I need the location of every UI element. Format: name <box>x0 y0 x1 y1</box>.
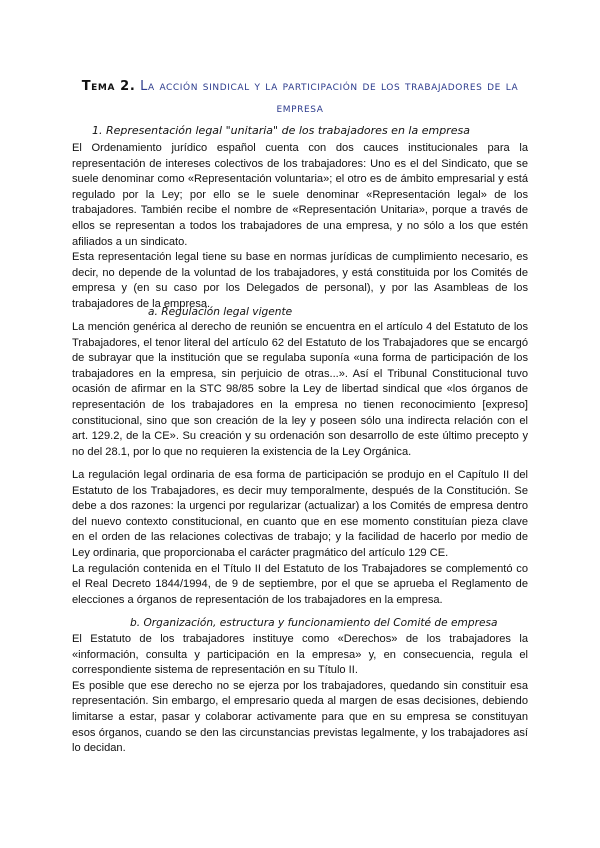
subsection-heading: b. Organización, estructura y funcionamiento del Comité de empresa <box>130 617 498 629</box>
paragraph: Es posible que ese derecho no se ejerza por los trabajadores, quedando sin constituir esa representación. Sin embargo, el empresario queda al margen de esas decisiones, debiendo limitarse a estar, pasar y colaborar activamente para que en su empresa se constituyan esos órganos, cuando se den las circunstancias previstas legalmente, y los trabajadores así lo decidan. <box>72 679 528 755</box>
subsection-b-body <box>72 632 528 757</box>
paragraph: La regulación contenida en el Título II del Estatuto de los Trabajadores se complementó co el Real Decreto 1844/1994, de 9 de septiembre, por el que se aprueba el Reglamento de elecciones a órganos de representación de los trabajadores en la empresa. <box>72 562 528 606</box>
title-prefix: Tema 2. <box>81 79 136 94</box>
section1-body <box>72 141 528 313</box>
page-title <box>60 76 540 120</box>
paragraph: La regulación legal ordinaria de esa forma de participación se produjo en el Capítulo II del Estatuto de los Trabajadores, es decir muy temporalmente, después de la Constitución. Se debe a dos razones: la urgenci por regularizar (actualizar) a los Comités de empresa dentro del nuevo contexto constitucional, en cuanto que en ese momento constituían pieza clave en el orden de las relaciones colectivas de trabajo; y la facilidad de hacerlo por medio de Ley ordinaria, que proporcionaba el carácter pragmático del artículo 129 CE. <box>72 469 528 559</box>
title-main: La acción sindical y la participación de los trabajadores de la empresa <box>140 79 519 116</box>
section-heading: 1. Representación legal "unitaria" de los trabajadores en la empresa <box>92 124 470 137</box>
paragraph: Esta representación legal tiene su base en normas jurídicas de cumplimiento necesario, es decir, no depende de la voluntad de los trabajadores, y está constituida por los Comités de empresa y (en su caso por los Delegados de personal), y por las Asambleas de los trabajadores de la empresa. <box>72 251 528 310</box>
subsection-heading: a. Regulación legal vigente <box>148 306 293 318</box>
paragraph: El Ordenamiento jurídico español cuenta con dos cauces institucionales para la representación de intereses colectivos de los trabajadores: Uno es el del Sindicato, que se suele denominar como «Representación voluntaria»; el otro es de ámbito empresarial y está regulado por la Ley; por ello se le suele denominar «Representación legal» de los trabajadores. También recibe el nombre de «Representación Unitaria», porque a través de ellos se representan a todos los trabajadores de una empresa, y no sólo a los que estén afiliados a un sindicato. <box>72 142 528 248</box>
subsection-a-body-1 <box>72 320 528 460</box>
paragraph: El Estatuto de los trabajadores instituye como «Derechos» de los trabajadores la «información, consulta y participación en la empresa» y, en consecuencia, regula el correspondiente sistema de representación en su Título II. <box>72 633 528 677</box>
paragraph: La mención genérica al derecho de reunión se encuentra en el artículo 4 del Estatuto de los Trabajadores, el tenor literal del artículo 62 del Estatuto de los Trabajadores que se encargó de subrayar que la institución que se regulaba suponía «una forma de participación de los trabajadores en la empresa, sin perjuicio de otras...». Así el Tribunal Constitucional tuvo ocasión de afirmar en la STC 98/85 sobre la Ley de libertad sindical que «los órganos de representación de los trabajadores en la empresa no tienen reconocimiento [expreso] constitucional, sino que son creación de la ley y poseen sólo una indirecta relación con el art. 129.2, de la CE». Su creación y su ordenación son desarrollo de este último precepto y no del 28.1, por lo que no requieren la existencia de la Ley Orgánica. <box>72 321 528 458</box>
subsection-a-body-2 <box>72 468 528 608</box>
